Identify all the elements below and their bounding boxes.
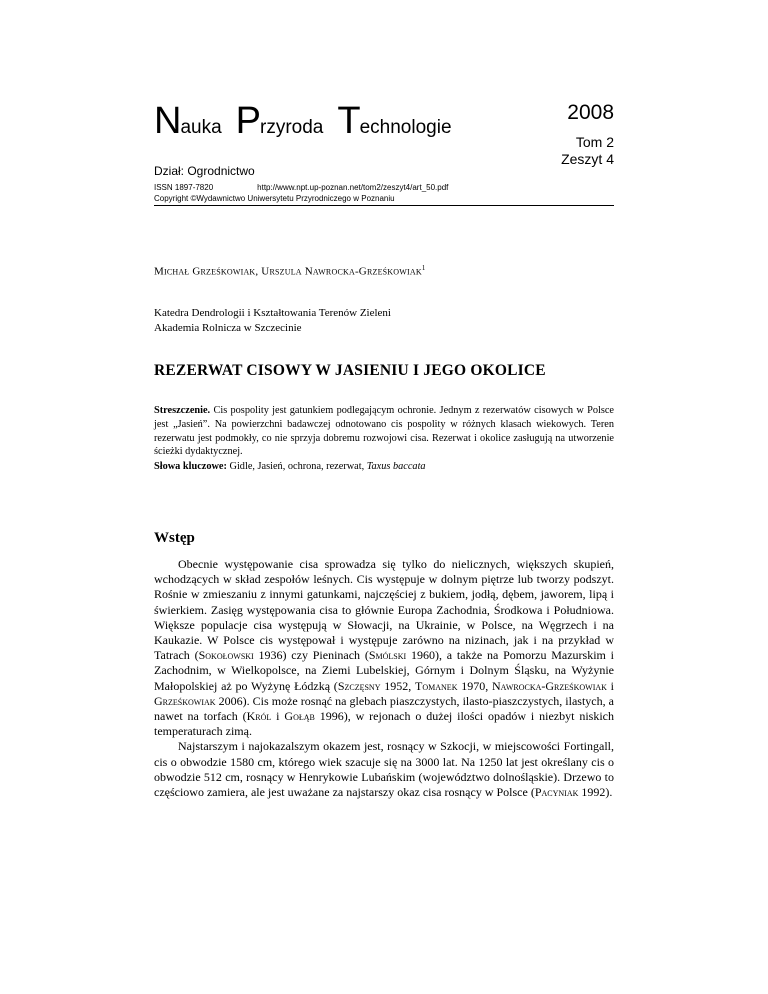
citation-author: Sokołowski [198, 648, 254, 663]
journal-name [154, 102, 466, 140]
keywords: Słowa kluczowe: Gidle, Jasień, ochrona, rezerwat, Taxus baccata [154, 461, 426, 472]
volume: Tom 2 [575, 134, 614, 150]
paragraph-1 [154, 557, 614, 739]
text-run: Najstarszym i najokazalszym okazem jest, rosnący w Szkocji, w miejscowości Fortingall, cis o obwodzie 1580 cm, którego wiek szacuje się na 3000 lat. Na 1250 lat jest określany cis o obwodzie 512 cm, rosnący w Henrykowie Lubańskim (województwo dolnośląskie). Drzewo to częściowo zamiera, ale jest uważane za najstarszy okaz cisa rosnący w Polsce ( [154, 739, 614, 800]
body-text [154, 557, 614, 800]
abstract-text: Cis pospolity jest gatunkiem podlegającym ochronie. Jednym z rezerwatów cisowych w Polsce jest „Jasień”. Na powierzchni badawczej odnotowano cis pospolity w różnych klasach wiekowych. Teren rezerwatu jest podmokły, co nie sprzyja dobremu rozwojowi cisa. Rezerwat i okolice zasługują na utworzenie ścieżki dydaktycznej. [154, 405, 614, 458]
issn: ISSN 1897-7820 [154, 183, 214, 192]
text-run: i [606, 678, 615, 693]
section-heading: Wstęp [154, 530, 195, 546]
authors: Michał Grześkowiak, Urszula Nawrocka-Grześkowiak$^1$ [154, 264, 426, 278]
text-run: 1992). [578, 785, 613, 800]
affiliation: Katedra Dendrologii i Kształtowania Terenów Zieleni Akademia Rolnicza w Szczecinie [154, 307, 391, 334]
copyright: Copyright ©Wydawnictwo Uniwersytetu Przyrodniczego w Poznaniu [154, 194, 395, 203]
text-run: 1996), w rejonach o dużej ilości opadów i niezbyt niskich temperaturach zimą. [154, 709, 614, 739]
citation-author: Szczęsny [337, 678, 381, 693]
journal-word-2: Przyroda [235, 100, 324, 142]
text-run: 1960), a także na Pomorzu Mazurskim i Zachodnim, w Wielkopolsce, na Ziemi Lubelskiej, Górnym i Dolnym Śląsku, na Wyżynie Małopolskiej aż po Wyżynę Łódzką ( [154, 648, 615, 693]
journal-word-3: Technologie [337, 100, 452, 142]
citation-author: Pacyniak [534, 785, 579, 800]
article-title: REZERWAT CISOWY W JASIENIU I JEGO OKOLICE [154, 362, 546, 379]
paragraph-2 [154, 739, 614, 800]
issue: Zeszyt 4 [561, 151, 614, 167]
citation-author: Smólski [368, 648, 407, 663]
text-run: Obecnie występowanie cisa sprowadza się tylko do nielicznych, większych skupień, wchodzących w skład zespołów leśnych. Cis występuje w dolnym piętrze lub tworzy podszyt. Rośnie w zmieszaniu z innymi gatunkami, najczęściej z bukiem, jodłą, dębem, jaworem, lipą i świerkiem. Zasięg występowania cisa to głównie Europa Zachodnia, Środkowa i Południowa. Większe populacje cisa występują w Słowacji, na Ukrainie, w Polsce, na Węgrzech i na Kaukazie. W Polsce cis występował i występuje zarówno na nizinach, jak i na przykład w Tatrach ( [154, 557, 614, 663]
citation-author: Król [246, 709, 272, 724]
citation-author: Nawrocka-Grześkowiak [492, 678, 607, 693]
article-url[interactable]: http://www.npt.up-poznan.net/tom2/zeszyt4/art_50.pdf [257, 183, 449, 192]
journal-year: 2008 [567, 101, 614, 124]
section-label: Dział: Ogrodnictwo [154, 164, 255, 178]
citation-author: Grześkowiak [154, 693, 216, 708]
journal-word-1: Nauka [154, 100, 222, 142]
text-run: i [271, 709, 285, 724]
text-run: 1970, [457, 678, 493, 693]
text-run: 2006). Cis może rosnąć na glebach piaszczystych, ilasto-piaszczystych, ilastych, a nawet na torfach ( [154, 693, 614, 724]
text-run: 1952, [380, 678, 416, 693]
volume-issue [561, 134, 614, 168]
text-run: 1936) czy Pieninach ( [253, 648, 369, 663]
abstract-label: Streszczenie. [154, 405, 211, 416]
abstract [154, 404, 614, 459]
citation-author: Gołąb [284, 709, 315, 724]
header-divider [154, 205, 614, 206]
journal-masthead [154, 92, 614, 172]
author-footnote-mark: 1 [421, 264, 426, 272]
issn-line [154, 183, 448, 192]
citation-author: Tomanek [415, 678, 458, 693]
